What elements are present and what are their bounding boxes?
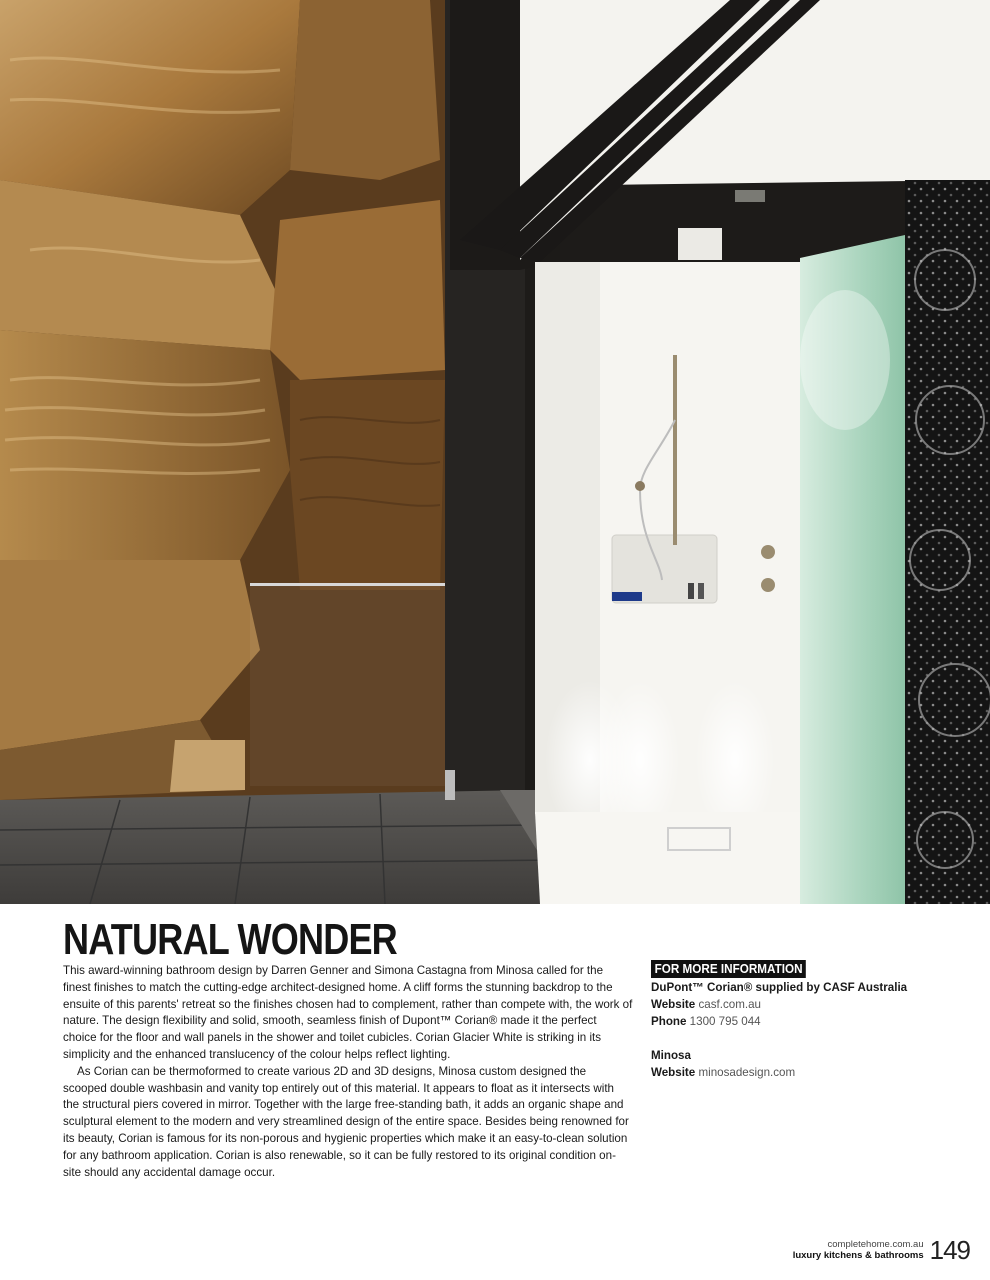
supplier-website-row: [651, 996, 951, 1013]
supplier-name: Minosa: [651, 1049, 691, 1062]
more-information-box: [651, 960, 951, 1081]
article-title: NATURAL WONDER: [63, 915, 397, 964]
supplier-name: DuPont™ Corian® supplied by CASF Australia: [651, 981, 908, 994]
tiled-floor: [0, 790, 610, 904]
website-link[interactable]: minosadesign.com: [698, 1066, 796, 1079]
mosaic-tiled-column: [905, 180, 990, 904]
page-number: 149: [929, 1235, 970, 1265]
article-paragraph: This award-winning bathroom design by Darren Genner and Simona Castagna from Minosa called for the finest finishes to match the cutting-edge architect-designed home. A cliff forms the stunning backdrop to the ensuite of this parents' retreat so the finishes chosen had to complement, rather than compete with, the work of nature. The design flexibility and solid, smooth, seamless finish of Dupont™ Corian® made it the perfect choice for the floor and wall panels in the shower and toilet cubicles. Corian Glacier White is striking in its simplicity and the enhanced translucency of the colour helps reflect lighting.: [63, 964, 633, 1061]
phone-label: Phone: [651, 1015, 687, 1028]
phone-number: 1300 795 044: [689, 1015, 761, 1028]
website-label: Website: [651, 998, 696, 1011]
footer-magazine-name: luxury kitchens & bathrooms: [792, 1250, 924, 1261]
article-body: [63, 963, 633, 1181]
article-paragraph: As Corian can be thermoformed to create various 2D and 3D designs, Minosa custom designed the scooped double washbasin and vanity top entirely out of this material. It appears to float as it intersects with the structural piers covered in mirror. Together with the large free-standing bath, it adds an organic shape and sculptural element to the modern and very streamlined design of the entire space. Besides being renowned for its beauty, Corian is famous for its non-porous and hygienic properties which make it an easy-to-clean solution for any bathroom application. Corian is also renewable, so it can be fully restored to its original condition on-site should any accidental damage occur.: [63, 1064, 629, 1179]
supplier-phone-row: [651, 1013, 951, 1030]
glass-balustrade: [250, 583, 460, 793]
supplier-website-row: [651, 1064, 951, 1081]
website-label: Website: [651, 1066, 696, 1079]
info-heading: FOR MORE INFORMATION: [651, 960, 806, 978]
footer-website: completehome.com.au: [827, 1239, 924, 1250]
page-footer: [793, 1236, 970, 1264]
website-link[interactable]: casf.com.au: [698, 998, 761, 1011]
